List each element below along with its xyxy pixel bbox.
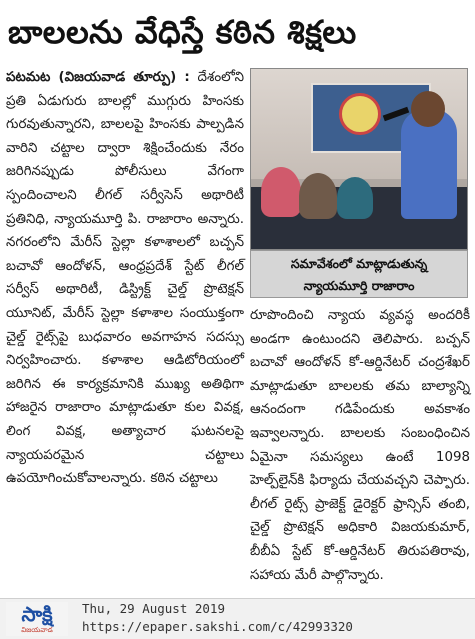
photo-caption bbox=[250, 250, 468, 298]
dateline: పటమట (విజయవాడ తూర్పు) : bbox=[6, 70, 190, 85]
footer-url-link[interactable]: https://epaper.sakshi.com/c/42993320 bbox=[82, 619, 353, 634]
footer-date: Thu, 29 August 2019 bbox=[82, 601, 225, 616]
photo-person-seated-1 bbox=[261, 167, 301, 217]
photo-speaker-head bbox=[411, 91, 445, 127]
photo-person-seated-2 bbox=[299, 173, 337, 219]
article-body-right-column bbox=[250, 304, 470, 596]
article-body-left-column bbox=[6, 66, 244, 596]
photo-caption-line-2: న్యాయమూర్తి రాజారాం bbox=[303, 278, 415, 293]
article-photo bbox=[250, 68, 468, 250]
logo-subtext: విజయవాడ bbox=[21, 626, 53, 634]
photo-person-seated-3 bbox=[337, 177, 373, 219]
photo-caption-line-1: సమావేశంలో మాట్లాడుతున్న bbox=[290, 256, 428, 271]
article-body-left bbox=[6, 66, 244, 491]
logo-text: సాక్షి bbox=[21, 602, 53, 626]
sakshi-logo bbox=[6, 602, 68, 636]
right-column-text: రూపొందించి న్యాయ వ్యవస్థ అందరికీ అండగా ఉంటుందని తెలిపారు. బచ్పన్ బచావో ఆందోళన్ కో-ఆర్డినేటర్ చంద్రశేఖర్ మాట్లాడుతూ బాలలకు తమ బాల్యాన్ని ఆనందంగా గడిపేందుకు అవకాశం ఇవ్వాలన్నారు. బాలలకు సంబంధించిన ఏమైనా సమస్యలు ఉంటే 1098 హెల్ప్‌లైన్‌కి ఫిర్యాదు చేయవచ్చని చెప్పారు. లీగల్ రైట్స్ ప్రాజెక్ట్ డైరెక్టర్ ఫ్రాన్సిస్ తంబి, చైల్డ్ ప్రొటెక్షన్ అధికారి విజయకుమార్, బీబీఏ స్టేట్ కో-ఆర్డినేటర్ తిరుపతిరావు, సహాయ మేరీ పాల్గొన్నారు. bbox=[250, 308, 470, 583]
article-headline: బాలలను వేధిస్తే కఠిన శిక్షలు bbox=[8, 13, 357, 51]
left-column-text: దేశంలోని ప్రతి ఏడుగురు బాలల్లో ముగ్గురు హింసకు గురవుతున్నారని, బాలలపై హింసకు పాల్పడిన వారిని చట్టాల ద్వారా శిక్షించేందుకు నేరం జరిగినప్పుడు పోలీసులు వేగంగా స్పందించాలని లీగల్ సర్వీసెస్ అథారిటీ ప్రతినిధి, న్యాయమూర్తి పి. రాజారాం అన్నారు. నగరంలోని మేరీస్ స్టెల్లా కళాశాలలో బచ్పన్ బచావో ఆందోళన్, ఆంధ్రప్రదేశ్ స్టేట్ లీగల్ సర్వీస్ అథారిటీ, డిస్ట్రిక్ట్ చైల్డ్ ప్రొటెక్షన్ యూనిట్, మేరీస్ స్టెల్లా కళాశాల సంయుక్తంగా చైల్డ్ రైట్స్‌పై బుధవారం అవగాహన సదస్సు నిర్వహించారు. కళాశాల ఆడిటోరియంలో జరిగిన ఈ కార్యక్రమానికి ముఖ్య అతిథిగా హాజరైన రాజారాం మాట్లాడుతూ కుల వివక్ష, లింగ వివక్ష, అత్యాచార ఘటనలపై న్యాయపరమైన చట్టాలు ఉపయోగించుకోవాలన్నారు. కఠిన చట్టాలు bbox=[6, 70, 244, 487]
photo-banner-emblem bbox=[339, 93, 381, 135]
